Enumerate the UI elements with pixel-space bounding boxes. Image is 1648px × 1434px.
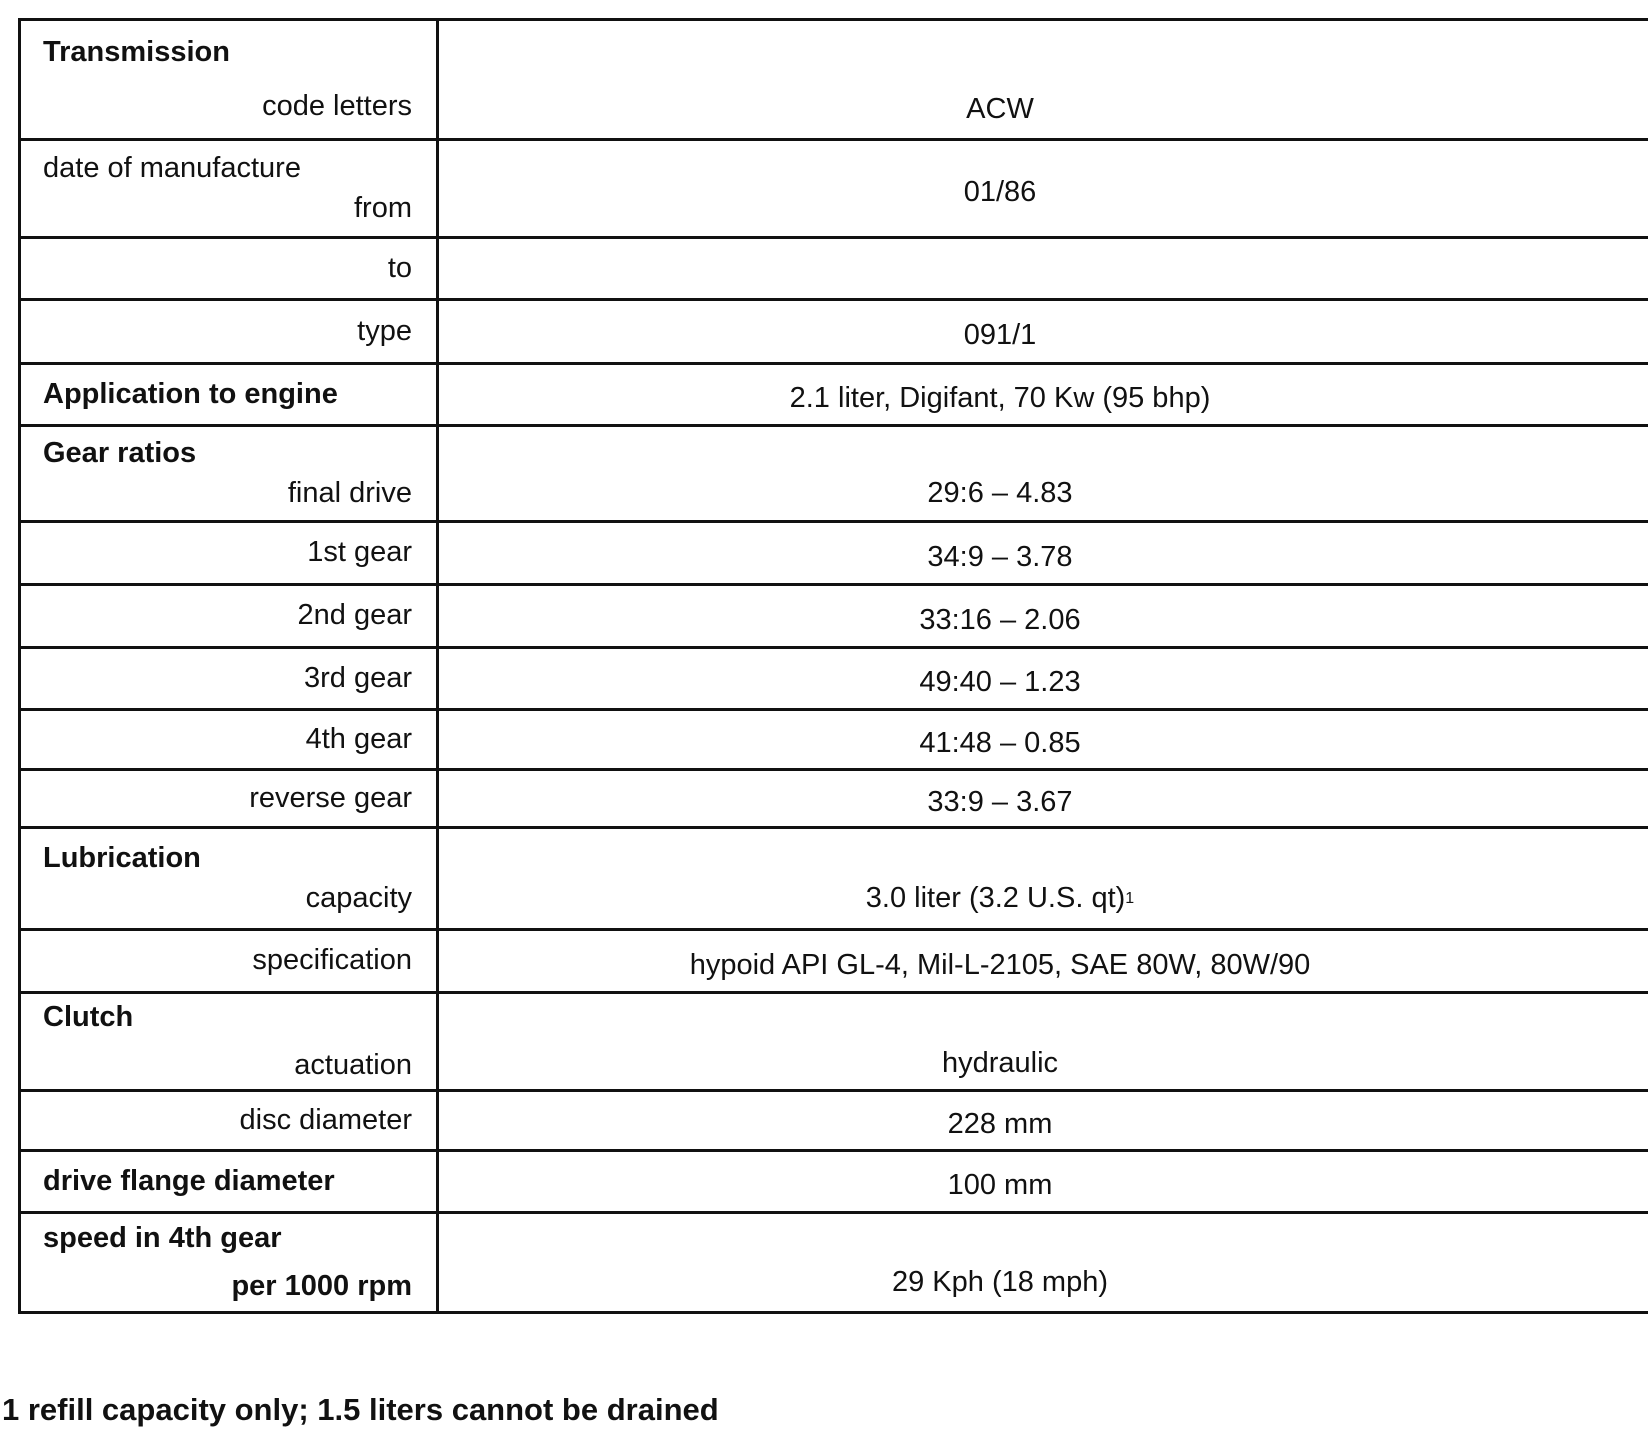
sub-label: 3rd gear [303, 661, 412, 694]
row-label [21, 1092, 439, 1149]
row-label [21, 829, 439, 928]
row-value: 100 mm [947, 1169, 1053, 1201]
table-row [21, 711, 1648, 771]
sub-label: actuation [294, 1048, 412, 1081]
table-row [21, 427, 1648, 523]
row-value [439, 239, 1648, 298]
row-label [21, 649, 439, 708]
table-row [21, 239, 1648, 301]
group-heading: speed in 4th gear [43, 1222, 282, 1255]
sub-label: reverse gear [249, 781, 412, 814]
row-label [21, 523, 439, 583]
row-label [21, 365, 439, 424]
row-value: 33:9 – 3.67 [927, 786, 1073, 818]
row-value: hypoid API GL-4, Mil-L-2105, SAE 80W, 80W/90 [689, 948, 1311, 981]
row-label [21, 427, 439, 520]
table-row [21, 21, 1648, 141]
group-heading: Clutch [43, 1001, 134, 1034]
row-label [21, 21, 439, 138]
sub-label: per 1000 rpm [231, 1269, 412, 1302]
group-heading: Gear ratios [43, 437, 197, 470]
single-label: Application to engine [43, 377, 338, 410]
table-row [21, 301, 1648, 365]
row-value: 34:9 – 3.78 [927, 540, 1073, 573]
row-label [21, 301, 439, 362]
row-value: 091/1 [963, 319, 1037, 351]
sub-label: 4th gear [305, 722, 412, 755]
table-row [21, 523, 1648, 586]
row-value [439, 829, 1648, 928]
sub-label: code letters [262, 89, 412, 122]
group-heading: date of manufacture [43, 152, 301, 185]
transmission-spec-table [18, 18, 1648, 1314]
table-row [21, 586, 1648, 649]
row-label [21, 771, 439, 826]
sub-label: disc diameter [239, 1103, 412, 1136]
sub-label: final drive [287, 476, 412, 509]
row-value: 29 Kph (18 mph) [891, 1266, 1108, 1298]
sub-label: specification [252, 944, 412, 977]
footnote-marker: 1 [1125, 889, 1135, 907]
row-label [21, 931, 439, 991]
table-row [21, 771, 1648, 829]
sub-label: type [357, 314, 412, 347]
row-value: 2.1 liter, Digifant, 70 Kw (95 bhp) [789, 382, 1211, 414]
table-row [21, 829, 1648, 931]
table-row [21, 1214, 1648, 1314]
table-row [21, 994, 1648, 1092]
row-value: 01/86 [963, 176, 1037, 208]
capacity-value: 3.0 liter (3.2 U.S. qt) [865, 882, 1126, 914]
table-row [21, 649, 1648, 711]
sub-label: 1st gear [307, 536, 412, 569]
row-value: hydraulic [941, 1047, 1059, 1079]
sub-label: to [387, 251, 412, 284]
table-row [21, 931, 1648, 994]
table-row [21, 1152, 1648, 1214]
row-label [21, 711, 439, 768]
row-label [21, 239, 439, 298]
footnote: 1 refill capacity only; 1.5 liters cannot be drained [2, 1392, 719, 1427]
row-value: 33:16 – 2.06 [919, 603, 1081, 636]
row-value: ACW [966, 93, 1034, 125]
row-value: 228 mm [947, 1108, 1053, 1140]
single-label: drive flange diameter [43, 1164, 335, 1197]
group-heading: Lubrication [43, 842, 201, 875]
row-label [21, 141, 439, 236]
table-row [21, 1092, 1648, 1152]
row-value: 29:6 – 4.83 [927, 477, 1073, 509]
table-row [21, 365, 1648, 427]
row-value: 41:48 – 0.85 [919, 727, 1081, 759]
group-heading: Transmission [43, 36, 230, 69]
sub-label: capacity [305, 881, 412, 914]
sub-label: from [354, 191, 412, 224]
row-value: 49:40 – 1.23 [919, 666, 1081, 698]
row-label [21, 586, 439, 646]
table-row [21, 141, 1648, 239]
row-label [21, 1152, 439, 1211]
row-label [21, 1214, 439, 1311]
row-label [21, 994, 439, 1089]
sub-label: 2nd gear [297, 599, 412, 632]
